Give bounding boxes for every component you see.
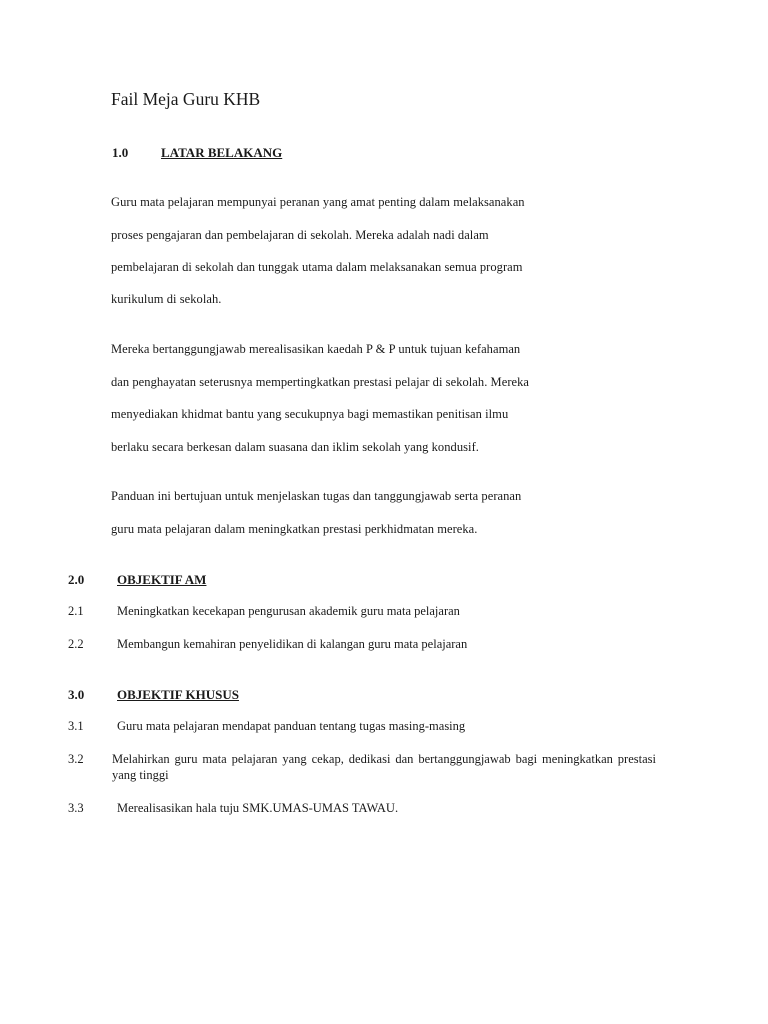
paragraph-line: menyediakan khidmat bantu yang secukupnya bagi memastikan penitisan ilmu bbox=[111, 407, 509, 421]
paragraph-line: berlaku secara berkesan dalam suasana dan iklim sekolah yang kondusif. bbox=[111, 440, 479, 454]
section-3-number: 3.0 bbox=[68, 687, 85, 702]
paragraph-line: pembelajaran di sekolah dan tunggak utama dalam melaksanakan semua program bbox=[111, 260, 523, 274]
section-2-number: 2.0 bbox=[68, 572, 85, 587]
paragraph-line: kurikulum di sekolah. bbox=[111, 292, 222, 306]
paragraph-line: Panduan ini bertujuan untuk menjelaskan tugas dan tanggungjawab serta peranan bbox=[111, 489, 522, 503]
paragraph-line: guru mata pelajaran dalam meningkatkan prestasi perkhidmatan mereka. bbox=[111, 522, 478, 536]
list-item-text: Meningkatkan kecekapan pengurusan akademik guru mata pelajaran bbox=[117, 604, 460, 618]
list-item-text: Membangun kemahiran penyelidikan di kalangan guru mata pelajaran bbox=[117, 637, 468, 651]
list-item-number: 3.1 bbox=[68, 719, 84, 733]
paragraph-line: Guru mata pelajaran mempunyai peranan yang amat penting dalam melaksanakan bbox=[111, 195, 525, 209]
paragraph-line: Mereka bertanggungjawab merealisasikan kaedah P & P untuk tujuan kefahaman bbox=[111, 342, 521, 356]
list-item-text: Melahirkan guru mata pelajaran yang cekap, dedikasi dan bertanggungjawab bagi meningkatkan prestasi yang tinggi bbox=[112, 752, 656, 782]
section-2-heading: OBJEKTIF AM bbox=[117, 572, 207, 587]
paragraph-line: dan penghayatan seterusnya mempertingkatkan prestasi pelajar di sekolah. Mereka bbox=[111, 375, 530, 389]
paragraph-line: proses pengajaran dan pembelajaran di sekolah. Mereka adalah nadi dalam bbox=[111, 228, 489, 242]
list-item-text: Guru mata pelajaran mendapat panduan tentang tugas masing-masing bbox=[117, 719, 466, 733]
list-item-number: 2.1 bbox=[68, 604, 84, 618]
list-item-number: 2.2 bbox=[68, 637, 84, 651]
list-item-text: Merealisasikan hala tuju SMK.UMAS-UMAS TAWAU. bbox=[117, 801, 399, 815]
list-item-number: 3.2 bbox=[68, 752, 84, 766]
list-item-number: 3.3 bbox=[68, 801, 84, 815]
section-1-heading: LATAR BELAKANG bbox=[161, 145, 283, 160]
section-3-heading: OBJEKTIF KHUSUS bbox=[117, 687, 239, 702]
document-title: Fail Meja Guru KHB bbox=[111, 89, 261, 109]
section-1-number: 1.0 bbox=[112, 145, 129, 160]
